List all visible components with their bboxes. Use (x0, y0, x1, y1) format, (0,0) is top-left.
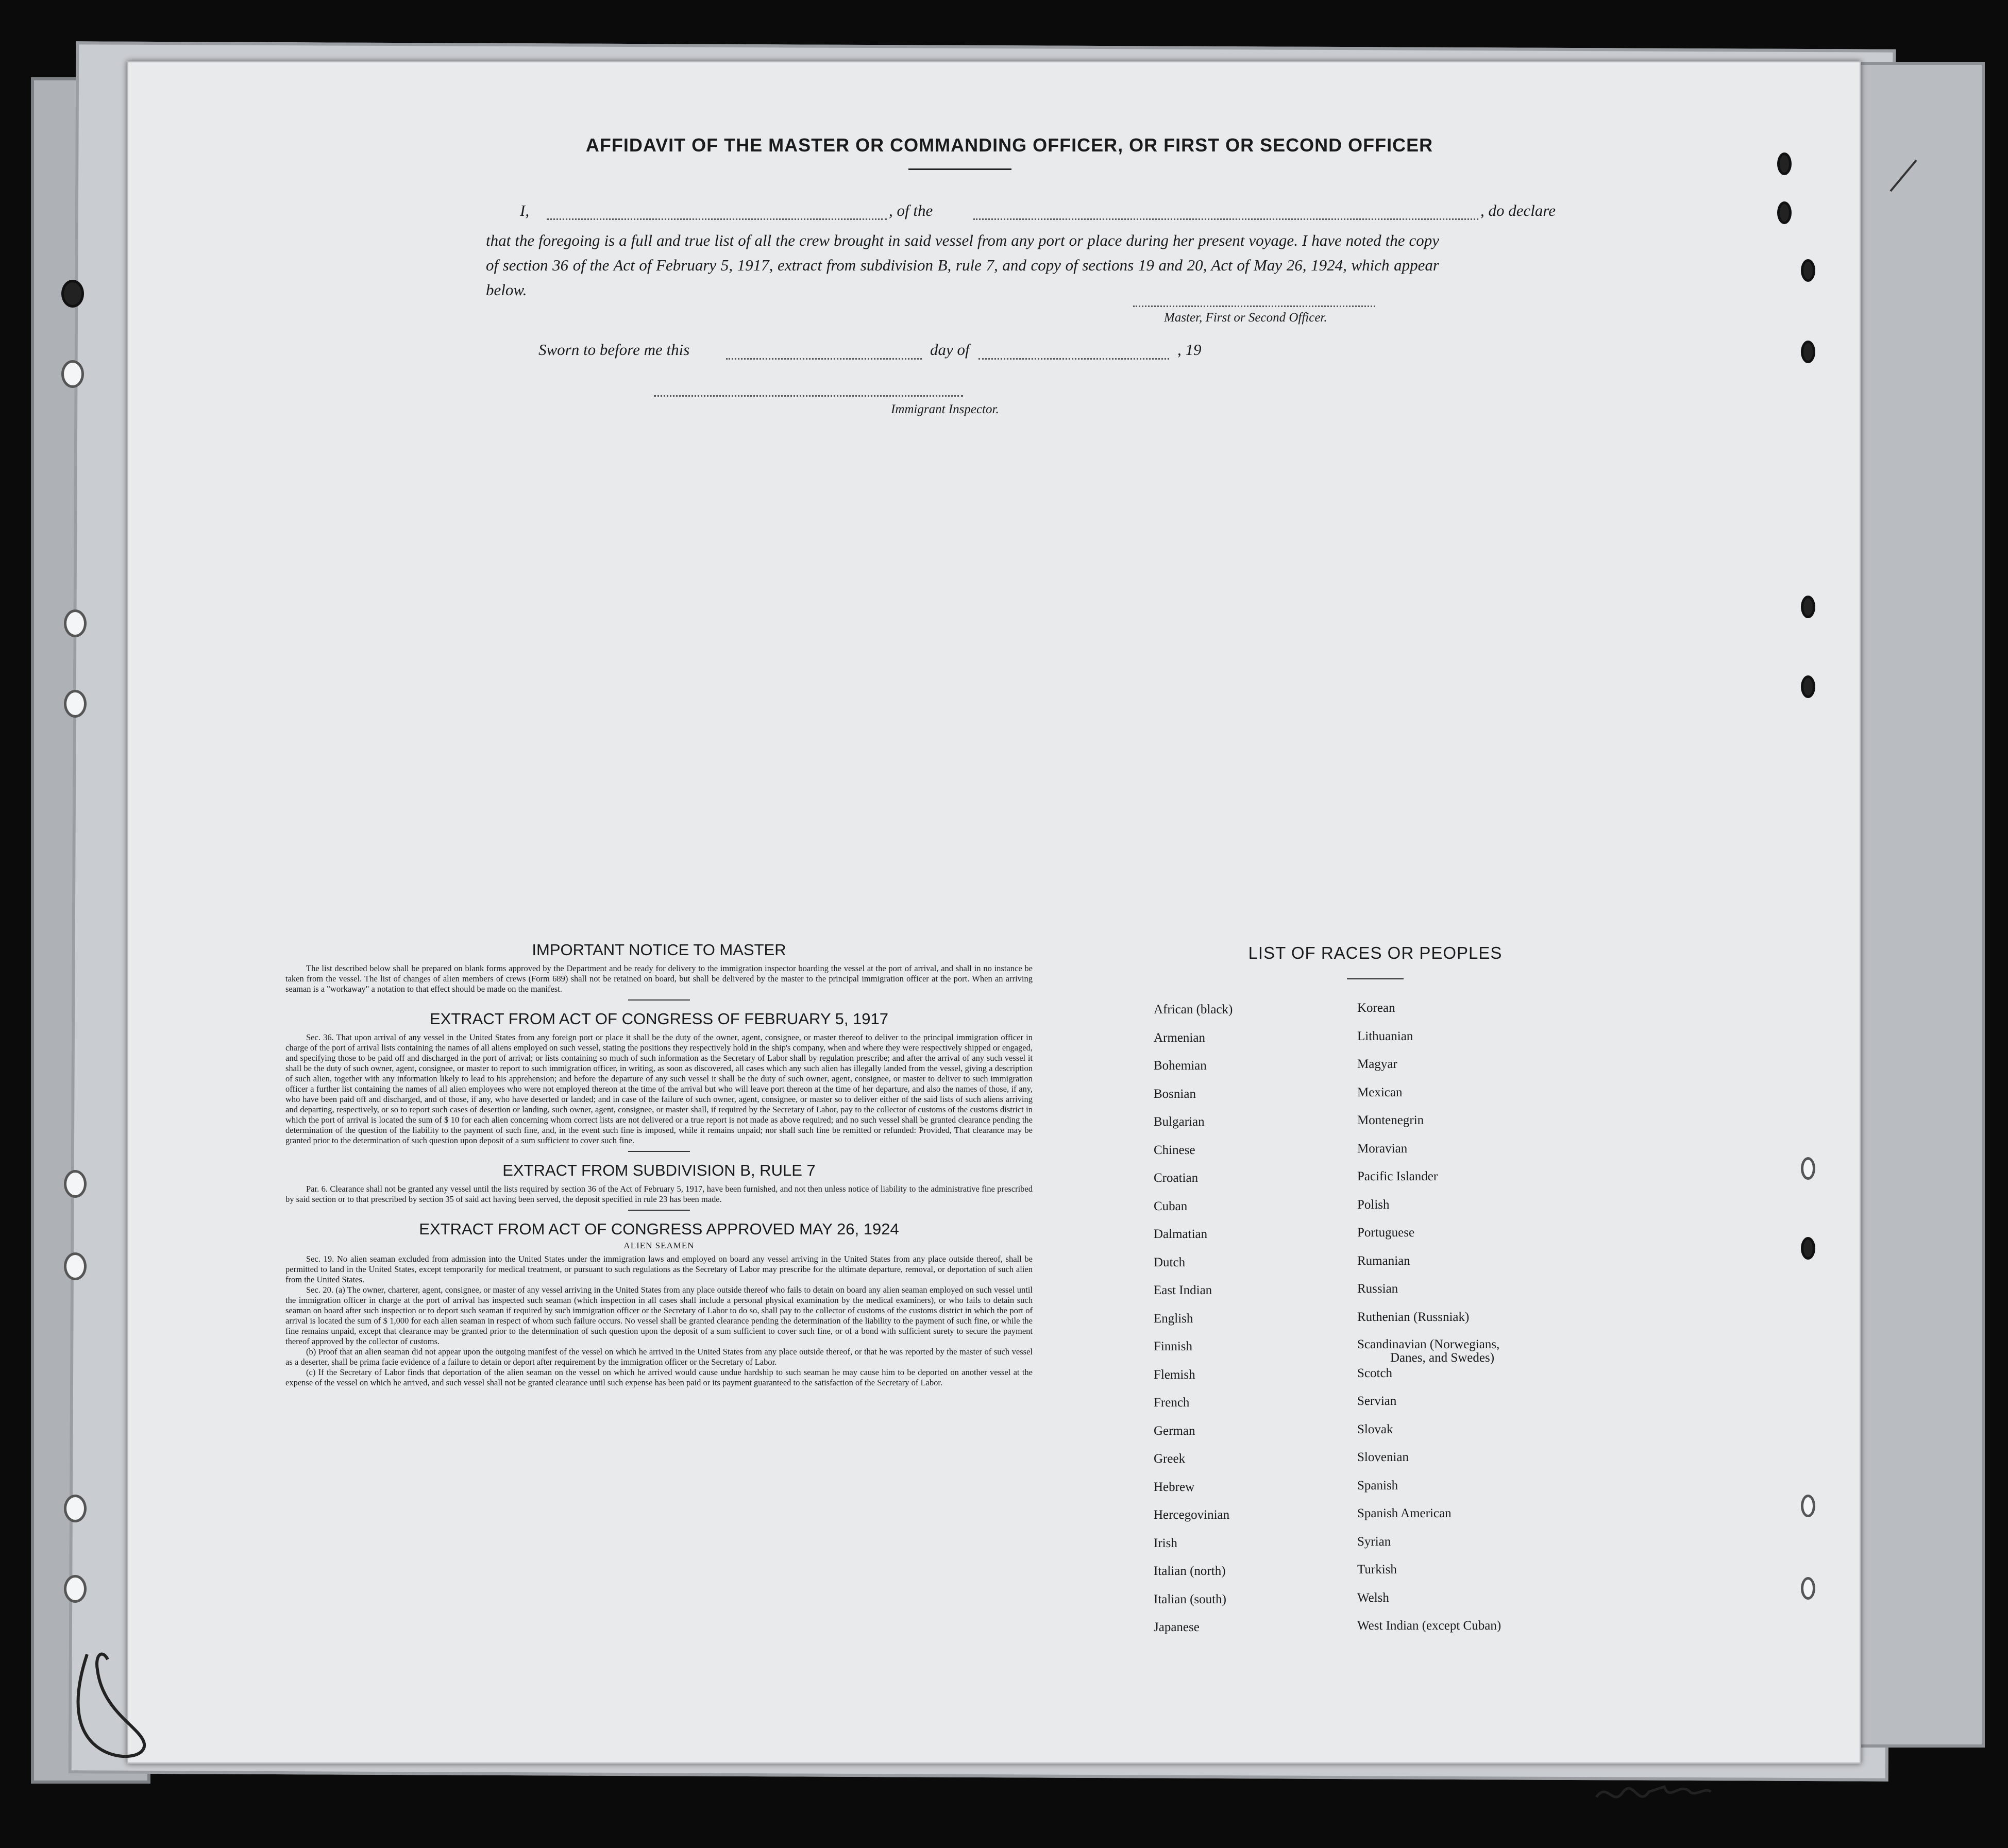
race-item (1357, 1591, 1501, 1619)
punch-hole (64, 690, 87, 718)
extract-1917-title: EXTRACT FROM ACT OF CONGRESS OF FEBRUARY 5, 1917 (429, 1010, 889, 1028)
race-item: East Indian (1154, 1283, 1212, 1297)
punch-hole (1801, 341, 1815, 363)
race-item: Greek (1154, 1452, 1186, 1466)
race-item (1357, 1422, 1501, 1451)
master-label: Master, First or Second Officer. (1164, 311, 1327, 325)
handwritten-signature (1592, 1776, 1716, 1818)
race-item (1357, 1113, 1501, 1142)
race-item-label: Rumanian (1357, 1253, 1410, 1268)
race-item: Hercegovinian (1154, 1508, 1230, 1522)
race-item: Finnish (1154, 1340, 1193, 1353)
race-item: Chinese (1154, 1143, 1195, 1157)
punch-hole (1801, 1495, 1815, 1517)
extract-1924-subtitle: ALIEN SEAMEN (623, 1241, 695, 1250)
affidavit-of-the: , of the (889, 201, 933, 219)
punch-hole (64, 1575, 87, 1603)
race-item (1357, 1479, 1501, 1507)
punch-hole (1801, 259, 1815, 282)
race-item-label: Syrian (1357, 1534, 1391, 1549)
race-item: African (black) (1154, 1003, 1233, 1016)
race-item: Italian (south) (1154, 1592, 1226, 1606)
race-item-label: Turkish (1357, 1563, 1397, 1576)
notices-column (285, 941, 1033, 1388)
section-divider (628, 1210, 690, 1211)
punch-hole (1801, 675, 1815, 698)
race-item (1357, 1001, 1501, 1029)
race-item-label: Slovenian (1357, 1450, 1409, 1464)
race-item (1357, 1366, 1501, 1395)
section-divider (628, 1151, 690, 1152)
extract-1917-text: Sec. 36. That upon arrival of any vessel in the United States from any foreign port or place it shall be the duty of the owner, agent, consignee, or master thereof to deliver to the principal immigration officer in charge of the port of arrival lists containing the names of all aliens employed on such vessel, stating the positions they respectively hold in the ship's company, when and where they were respectively shipped or engaged, and specifying those to be paid off and discharged in the port of arrival; or lists containing so much of such information as the Secretary of Labor shall by regulation prescribe; and after the arrival of any such vessel it shall be the duty of such owner, agent, consignee, or master to report to such immigration officer, in writing, as soon as discovered, all cases which any such alien has illegally landed from the vessel, giving a description of such alien, together with any information likely to lead to his apprehension; and before the departure of any such vessel it shall be the duty of such owner, agent, consignee, or master to deliver to such immigration officer a further list containing the names of all alien employees who were not employed thereon at the time of the arrival but who will leave port thereon at the time of her departure, and also the names of those, if any, who have been paid off and discharged, and of those, if any, who have deserted or landed; and in case of the failure of such owner, agent, consignee, or master so to deliver either of the said lists of such aliens arriving and departing, respectively, or so to report such cases of desertion or landing, such owner, agent, consignee, or master shall, if required by the Secretary of Labor, pay to the collector of customs of the customs district in which the port of arrival is located the sum of $ 10 for each alien concerning whom correct lists are not delivered or a true report is not made as above required; and no such vessel shall be granted clearance pending the determination of the question of the liability to the payment of such fine, and, in the event such fine is imposed, while it remains unpaid; nor shall such fine be remitted or refunded: Provided, That clearance may be granted prior to the determination of such question upon deposit of a sum sufficient to cover such fine. (285, 1032, 1033, 1145)
title-rule (908, 168, 1011, 170)
master-signature-line (1133, 306, 1375, 307)
year-label: , 19 (1177, 341, 1202, 359)
extract-1924-sec19: Sec. 19. No alien seaman excluded from admission into the United States under the immigration laws and employed on board any vessel arriving in the United States from any place outside thereof, shall be permitted to land in the United States, except temporarily for medical treatment, or pursuant to such regulations as the Secretary of Labor may prescribe for the ultimate departure, removal, or deportation of such alien from the United States. (285, 1254, 1033, 1284)
races-column-1 (1154, 1003, 1233, 1649)
race-item (1357, 1169, 1501, 1198)
punch-hole (64, 1495, 87, 1522)
race-item: Armenian (1154, 1030, 1205, 1045)
punch-hole (64, 609, 87, 637)
race-item: English (1154, 1311, 1193, 1326)
race-item-label: Spanish American (1357, 1506, 1452, 1520)
form-page (127, 61, 1861, 1764)
vessel-field-line (973, 218, 1478, 220)
race-item (1357, 1563, 1501, 1591)
race-item-label: Korean (1357, 1001, 1395, 1015)
race-item-label: Spanish (1357, 1478, 1398, 1493)
race-item: French (1154, 1396, 1190, 1410)
day-of-label: day of (930, 341, 970, 359)
sworn-month-line (978, 358, 1169, 360)
race-item-label: Mexican (1357, 1085, 1403, 1099)
race-item: Italian (north) (1154, 1564, 1226, 1578)
race-item: Bohemian (1154, 1059, 1207, 1073)
race-item (1357, 1086, 1501, 1114)
race-item-label: Scandinavian (Norwegians, (1357, 1337, 1500, 1351)
race-item: German (1154, 1423, 1195, 1438)
races-column-2 (1357, 1001, 1501, 1647)
extract-1924-sec20a: Sec. 20. (a) The owner, charterer, agent, consignee, or master of any vessel arriving in the United States from any place outside thereof who fails to detain on board any alien seaman employed on such vessel until the immigration officer in charge at the port of arrival has inspected such seaman (which inspection in all cases shall include a personal physical examination by the medical examiners), or who fails to detain such seaman on board after such inspection or to deport such seaman if required by such immigration officer or the Secretary of Labor to do so, shall pay to the collector of customs of the customs district in which the port of arrival is located the sum of $ 1,000 for each alien seaman in respect of whom such failure occurs. No vessel shall be granted clearance pending the determination of the liability to the payment of such fine, or while the fine remains unpaid, except that clearance may be granted prior to the determination of such question upon the deposit of a sum sufficient to cover such fine, or of a bond with sufficient surety to secure the payment thereof approved by the collector of customs. (285, 1285, 1033, 1346)
race-item-label: Ruthenian (Russniak) (1357, 1310, 1470, 1324)
punch-hole (1777, 201, 1792, 224)
race-item: Bosnian (1154, 1087, 1196, 1101)
extract-rule7-text: Par. 6. Clearance shall not be granted any vessel until the lists required by section 36 of the Act of February 5, 1917, have been furnished, and not then unless notice of liability to the administrative fine prescribed by said section or to that prescribed by section 35 of said act having been served, the deposit specified in rule 23 has been made. (285, 1184, 1033, 1204)
race-item (1357, 1450, 1501, 1479)
punch-hole (61, 280, 84, 308)
race-item-label: Servian (1357, 1394, 1397, 1408)
handwritten-mark (66, 1639, 200, 1773)
race-item: Japanese (1154, 1620, 1200, 1634)
race-item (1357, 1029, 1501, 1058)
race-item: Dutch (1154, 1255, 1186, 1269)
sworn-day-line (726, 358, 922, 360)
race-item-label: Montenegrin (1357, 1113, 1424, 1127)
race-item-label: Magyar (1357, 1057, 1397, 1071)
race-item (1357, 1338, 1501, 1366)
race-item: Irish (1154, 1536, 1177, 1550)
race-item (1357, 1619, 1501, 1647)
name-field-line (547, 218, 887, 220)
punch-hole (1801, 1237, 1815, 1260)
race-item (1357, 1282, 1501, 1310)
extract-1924-sec20c: (c) If the Secretary of Labor finds that deportation of the alien seaman on the vessel on which he arrived would cause undue hardship to such seaman he may cause him to be deported on another vessel at the expense of the vessel on which he arrived, and such vessel shall not be granted clearance until such expense has been paid or its payment guaranteed to the satisfaction of the Secretary of Labor. (285, 1367, 1033, 1387)
race-item-label: Moravian (1357, 1141, 1408, 1156)
affidavit-declare: , do declare (1480, 201, 1556, 219)
sworn-label: Sworn to before me this (538, 341, 690, 359)
race-item-label: Lithuanian (1357, 1029, 1413, 1043)
inspector-label: Immigrant Inspector. (891, 402, 999, 416)
races-title-rule (1347, 978, 1404, 979)
race-item-label: Slovak (1357, 1422, 1393, 1436)
punch-hole (1777, 152, 1792, 175)
race-item (1357, 1394, 1501, 1422)
extract-1924-title: EXTRACT FROM ACT OF CONGRESS APPROVED MAY 26, 1924 (419, 1220, 899, 1238)
race-item: Croatian (1154, 1171, 1199, 1185)
race-item-wrap: Danes, and Swedes) (1390, 1351, 1495, 1365)
affidavit-body: that the foregoing is a full and true list of all the crew brought in said vessel from any port or place during her present voyage. I have noted the copy of section 36 of the Act of February 5, 1917, extract from subdivision B, rule 7, and copy of sections 19 and 20, Act of May 26, 1924, which appear below. (486, 231, 1439, 299)
race-item: Hebrew (1154, 1480, 1195, 1494)
notice-title: IMPORTANT NOTICE TO MASTER (532, 941, 786, 959)
affidavit-title: AFFIDAVIT OF THE MASTER OR COMMANDING OFFICER, OR FIRST OR SECOND OFFICER (585, 134, 1433, 156)
race-item-label: West Indian (except Cuban) (1357, 1619, 1501, 1633)
punch-hole (61, 360, 84, 388)
race-item: Cuban (1154, 1199, 1188, 1213)
punch-hole (1801, 1577, 1815, 1600)
race-item-label: Russian (1357, 1282, 1398, 1296)
extract-rule7-title: EXTRACT FROM SUBDIVISION B, RULE 7 (502, 1161, 816, 1179)
race-item (1357, 1254, 1501, 1282)
race-item: Flemish (1154, 1367, 1195, 1382)
races-title: LIST OF RACES OR PEOPLES (1248, 943, 1503, 962)
affidavit-i: I, (520, 201, 530, 219)
race-item (1357, 1226, 1501, 1254)
inspector-signature-line (654, 395, 963, 397)
punch-hole (1801, 1157, 1815, 1180)
notice-text: The list described below shall be prepared on blank forms approved by the Department and be ready for delivery to the immigration inspector boarding the vessel at the port of arrival, and shall in no instance be taken from the vessel. The list of changes of alien members of crews (Form 689) shall not be retained on board, but shall be delivered by the master to the principal immigration officer at the port. When an arriving seaman is a "workaway" a notation to that effect should be made on the manifest. (285, 963, 1033, 994)
handwritten-mark (1885, 155, 1947, 196)
extract-1924-sec20b: (b) Proof that an alien seaman did not appear upon the outgoing manifest of the vessel on which he arrived in the United States from any place outside thereof, or that he was reported by the master of such vessel as a deserter, shall be prima facie evidence of a failure to detain or deport after requirement by the immigration officer or the Secretary of Labor. (285, 1347, 1033, 1367)
race-item (1357, 1198, 1501, 1226)
punch-hole (64, 1170, 87, 1198)
race-item: Bulgarian (1154, 1115, 1205, 1129)
punch-hole (1801, 596, 1815, 618)
race-item (1357, 1142, 1501, 1170)
race-item (1357, 1506, 1501, 1535)
race-item-label: Scotch (1357, 1366, 1393, 1380)
race-item-label: Polish (1357, 1197, 1390, 1212)
race-item: Dalmatian (1154, 1227, 1208, 1241)
section-divider (628, 999, 690, 1001)
race-item (1357, 1310, 1501, 1338)
race-item-label: Pacific Islander (1357, 1169, 1438, 1183)
race-item-label: Portuguese (1357, 1226, 1415, 1240)
race-item-label: Welsh (1357, 1590, 1389, 1605)
race-item (1357, 1535, 1501, 1563)
race-item (1357, 1057, 1501, 1086)
punch-hole (64, 1252, 87, 1280)
